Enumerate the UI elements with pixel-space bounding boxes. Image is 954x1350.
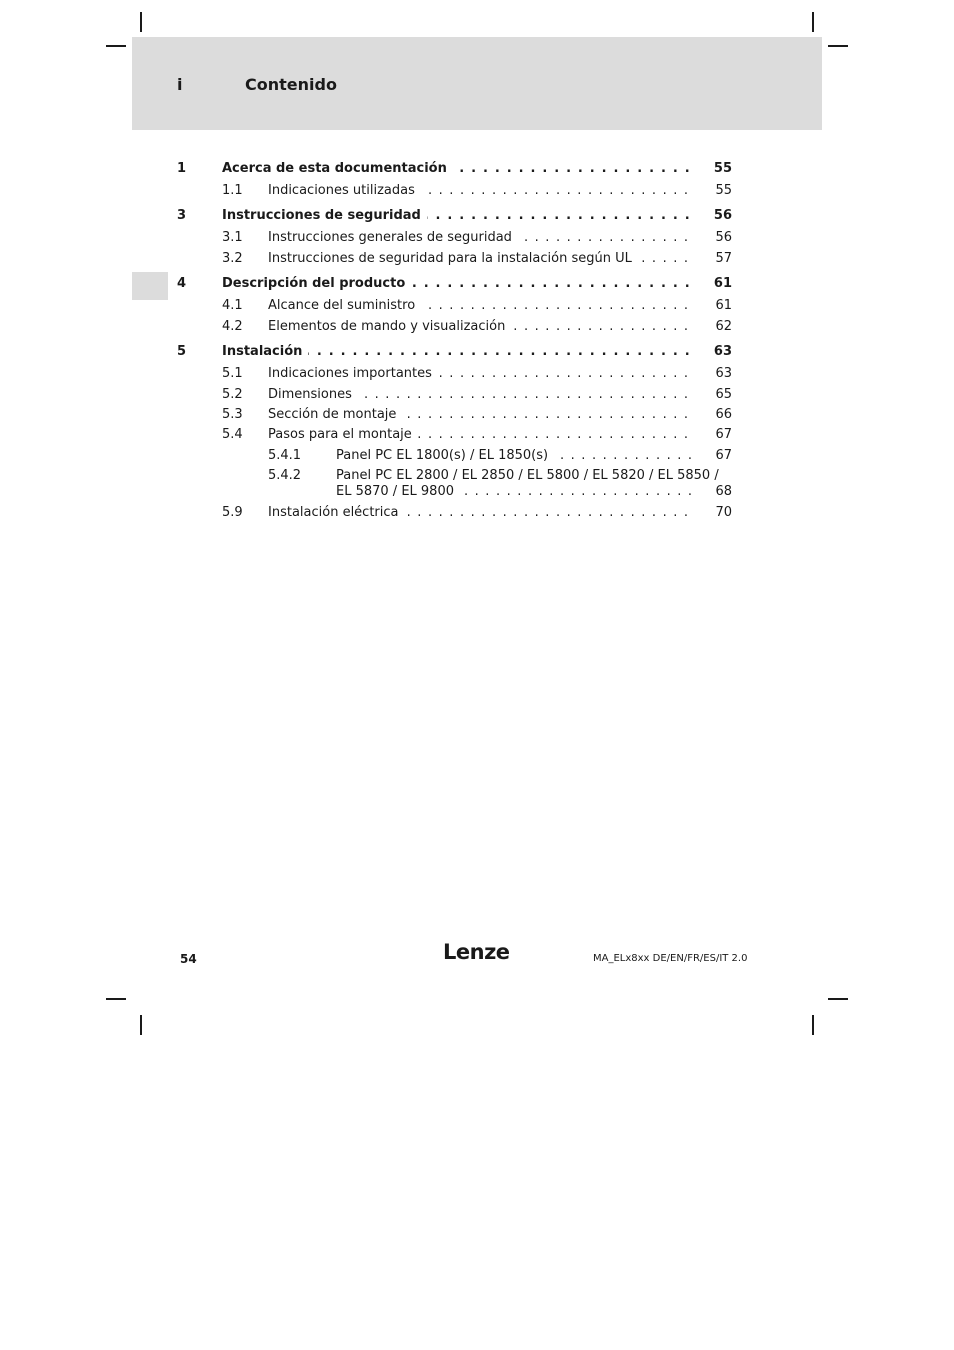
toc-entry[interactable]	[0, 343, 954, 361]
toc-entry-page: 68	[715, 484, 732, 499]
toc-entry-number: 3.1	[222, 230, 243, 245]
toc-entry-page: 56	[713, 208, 732, 223]
toc-entry-label: Panel PC EL 1800(s) / EL 1850(s)	[336, 448, 554, 463]
toc-entry-number: 5.4.1	[268, 448, 302, 463]
toc-entry-page: 55	[715, 183, 732, 198]
toc-entry-label: Acerca de esta documentación	[222, 161, 453, 176]
toc-entry[interactable]	[0, 297, 954, 315]
toc-entry-page: 61	[713, 276, 732, 291]
toc-entry-label: Instrucciones de seguridad para la instalación según UL	[268, 251, 638, 266]
toc-entry-page: 56	[715, 230, 732, 245]
toc-entry[interactable]	[0, 426, 954, 444]
toc-entry-label: Instalación	[222, 344, 308, 359]
crop-mark	[828, 998, 848, 1000]
toc-entry-number: 4.2	[222, 319, 243, 334]
toc-entry-label: Sección de montaje	[268, 407, 402, 422]
toc-entry-page: 63	[713, 344, 732, 359]
toc-entry-number: 5.3	[222, 407, 243, 422]
toc-entry-page: 62	[715, 319, 732, 334]
crop-mark	[140, 12, 142, 32]
toc-entry-page: 65	[715, 387, 732, 402]
toc-entry-label: Indicaciones importantes	[268, 366, 438, 381]
crop-mark	[828, 45, 848, 47]
crop-mark	[812, 12, 814, 32]
toc-entry-label: Descripción del producto	[222, 276, 411, 291]
toc-entry-number: 1	[177, 161, 187, 176]
toc-entry-page: 66	[715, 407, 732, 422]
toc-entry-number: 3	[177, 208, 187, 223]
page-number: 54	[180, 952, 197, 966]
crop-mark	[812, 1015, 814, 1035]
toc-entry[interactable]	[0, 250, 954, 268]
crop-mark	[106, 998, 126, 1000]
toc-entry-page: 67	[715, 448, 732, 463]
section-marker: i	[177, 75, 183, 94]
toc-entry[interactable]	[0, 275, 954, 293]
toc-entry-label: Elementos de mando y visualización	[268, 319, 511, 334]
crop-mark	[106, 45, 126, 47]
toc-entry-page: 70	[715, 505, 732, 520]
document-id: MA_ELx8xx DE/EN/FR/ES/IT 2.0	[593, 953, 748, 964]
toc-entry-page: 67	[715, 427, 732, 442]
toc-entry[interactable]	[0, 447, 954, 465]
toc-entry-label: Pasos para el montaje	[268, 427, 418, 442]
toc-entry-number: 5.4.2	[268, 468, 302, 483]
toc-entry-label: Alcance del suministro	[268, 298, 421, 313]
toc-entry-number: 5.4	[222, 427, 243, 442]
toc-entry-number: 5.1	[222, 366, 243, 381]
toc-entry-label: EL 5870 / EL 9800	[336, 484, 460, 499]
toc-entry[interactable]	[0, 406, 954, 424]
toc-entry-label: Instrucciones de seguridad	[222, 208, 427, 223]
toc-entry-page: 57	[715, 251, 732, 266]
toc-entry[interactable]	[0, 467, 954, 499]
toc-entry[interactable]	[0, 386, 954, 404]
toc-entry-label: Instalación eléctrica	[268, 505, 405, 520]
toc-entry-label: Dimensiones	[268, 387, 358, 402]
toc-entry[interactable]	[0, 160, 954, 178]
toc-entry-page: 55	[713, 161, 732, 176]
toc-entry-number: 5	[177, 344, 187, 359]
crop-mark	[140, 1015, 142, 1035]
toc-entry-number: 5.9	[222, 505, 243, 520]
toc-entry[interactable]	[0, 504, 954, 522]
toc-entry-number: 4.1	[222, 298, 243, 313]
toc-entry-label: Indicaciones utilizadas	[268, 183, 421, 198]
toc-entry-label: Panel PC EL 2800 / EL 2850 / EL 5800 / EL 5820 / EL 5850 /	[336, 468, 719, 483]
toc-entry-label: Instrucciones generales de seguridad	[268, 230, 518, 245]
toc-entry-number: 5.2	[222, 387, 243, 402]
toc-entry[interactable]	[0, 365, 954, 383]
toc-entry[interactable]	[0, 207, 954, 225]
toc-entry[interactable]	[0, 229, 954, 247]
toc-entry-page: 61	[715, 298, 732, 313]
toc-entry[interactable]	[0, 182, 954, 200]
lenze-logo: Lenze	[443, 940, 510, 964]
toc-entry-number: 3.2	[222, 251, 243, 266]
page-header	[132, 37, 822, 130]
toc-entry-page: 63	[715, 366, 732, 381]
page-title: Contenido	[245, 75, 337, 94]
toc-entry[interactable]	[0, 318, 954, 336]
toc-entry-number: 1.1	[222, 183, 243, 198]
toc-entry-number: 4	[177, 276, 187, 291]
